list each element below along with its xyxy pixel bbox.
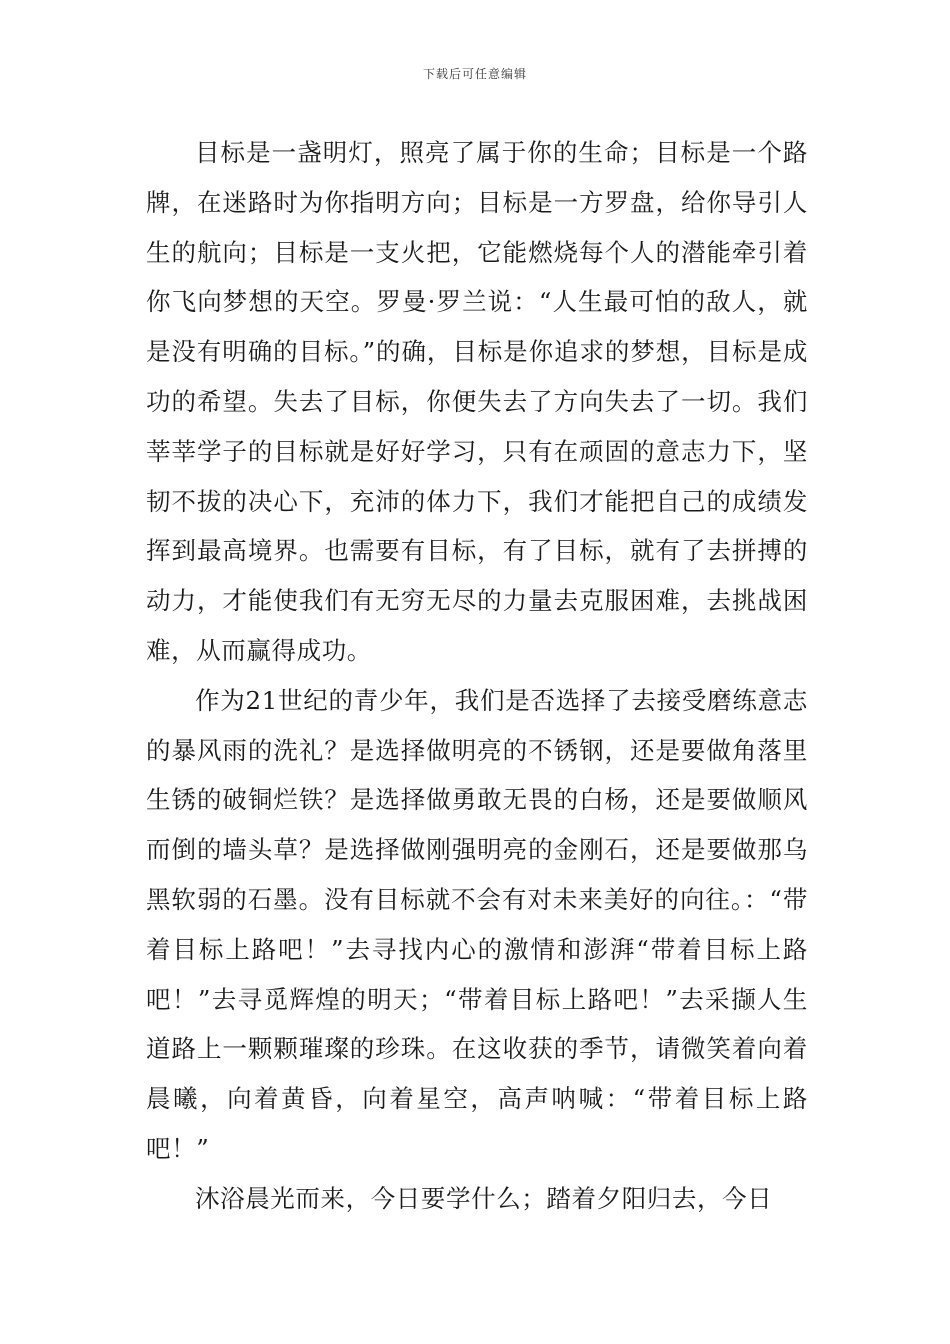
paragraph-morning-evening: 沐浴晨光而来，今日要学什么；踏着夕阳归去，今日	[195, 1183, 773, 1213]
paragraph-youth-choices: 作为21世纪的青少年，我们是否选择了去接受磨练意志的暴风雨的洗礼？是选择做明亮的不锈钢，还是要做角落里生锈的破铜烂铁？是选择做勇敢无畏的白杨，还是要做顺风而倒的墙头草？是选择做刚强明亮的金刚石，还是要做那乌黑软弱的石墨。没有目标就不会有对未来美好的向往。：“带着目标上路吧！”去寻找内心的激情和澎湃“带着目标上路吧！”去寻觅辉煌的明天；“带着目标上路吧！”去采撷人生道路上一颗颗璀璨的珍珠。在这收获的季节，请微笑着向着晨曦，向着黄昏，向着星空，高声呐喊：“带着目标上路吧！”	[146, 685, 808, 1163]
paragraph-goal-metaphors: 目标是一盏明灯，照亮了属于你的生命；目标是一个路牌，在迷路时为你指明方向；目标是一方罗盘，给你导引人生的航向；目标是一支火把，它能燃烧每个人的潜能牵引着你飞向梦想的天空。罗曼·罗兰说：“人生最可怕的敌人，就是没有明确的目标。”的确，目标是你追求的梦想，目标是成功的希望。失去了目标，你便失去了方向失去了一切。我们莘莘学子的目标就是好好学习，只有在顽固的意志力下，坚韧不拔的决心下，充沛的体力下，我们才能把自己的成绩发挥到最高境界。也需要有目标，有了目标，就有了去拼搏的动力，才能使我们有无穷无尽的力量去克服困难，去挑战困难，从而赢得成功。	[146, 138, 808, 665]
page-header: 下载后可任意编辑	[422, 67, 527, 81]
document-body	[146, 128, 808, 1224]
